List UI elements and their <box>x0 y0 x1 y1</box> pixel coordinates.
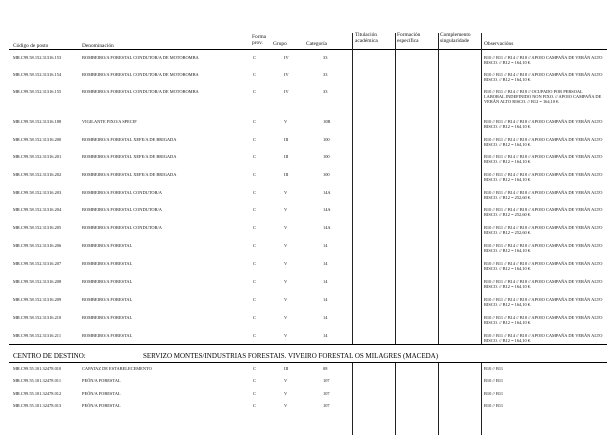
cell-code: MR.C99.58.152.31316.210 <box>13 315 62 320</box>
cell-grupo: V <box>284 315 288 320</box>
cell-forma: C <box>253 279 256 284</box>
cell-code: MR.C99.58.152.31316.211 <box>13 333 62 338</box>
cell-code: MR.C99.55.101.32478.010 <box>13 366 62 371</box>
cell-code: MR.C99.55.101.32478.011 <box>13 378 62 383</box>
cell-code: MR.C99.58.152.31316.200 <box>13 137 62 142</box>
cell-grupo: V <box>284 225 288 230</box>
column-separator <box>438 33 439 344</box>
cell-observacions: B10 // B11 // B14 // B18 // APOIO CAMPAÑA DE VERÁN ALTO RISCO. // B12 = 164,10 €. <box>484 315 603 325</box>
cell-code: MR.C99.58.152.31316.201 <box>13 154 62 159</box>
cell-code: MR.C99.58.152.31316.208 <box>13 279 62 284</box>
cell-categoria: 100 <box>323 154 330 159</box>
header-codigo: Código de posto <box>13 43 49 49</box>
cell-grupo: V <box>284 243 288 248</box>
cell-observacions: B10 // B11 // B14 // B18 // APOIO CAMPAÑA DE VERÁN ALTO RISCO. // B12 = 164,10 €. <box>484 55 603 65</box>
cell-code: MR.C99.58.152.31316.203 <box>13 190 62 195</box>
cell-grupo: V <box>284 279 288 284</box>
cell-categoria: 107 <box>323 403 330 408</box>
cell-categoria: 100 <box>323 137 330 142</box>
cell-code: MR.C99.58.152.31316.209 <box>13 297 62 302</box>
cell-denominacion: PEÓN/A FORESTAL <box>82 391 121 396</box>
cell-categoria: 107 <box>323 391 330 396</box>
cell-categoria: 08 <box>323 366 328 371</box>
cell-grupo: III <box>284 154 289 159</box>
cell-observacions: B10 // B11 // B14 // B18 // APOIO CAMPAÑA DE VERÁN ALTO RISCO. // B12 = 164,10 €. <box>484 333 603 343</box>
column-separator <box>481 363 482 435</box>
section-rule <box>9 344 607 345</box>
cell-categoria: 14 <box>323 243 328 248</box>
cell-denominacion: BOMBEIRO/A FORESTAL <box>82 333 133 338</box>
cell-code: MR.C99.58.152.31316.206 <box>13 243 62 248</box>
cell-categoria: 14 <box>323 315 328 320</box>
cell-forma: C <box>253 89 256 94</box>
cell-grupo: V <box>284 403 288 408</box>
section-rule <box>9 362 607 363</box>
cell-denominacion: PEÓN/A FORESTAL <box>82 378 121 383</box>
cell-code: MR.C99.55.101.32478.012 <box>13 391 62 396</box>
header-rule <box>9 49 607 50</box>
centro-destino-label: CENTRO DE DESTINO: <box>13 352 86 360</box>
cell-observacions: B10 // B11 // B14 // B18 // APOIO CAMPAÑA DE VERÁN ALTO RISCO. // B12 = 164,10 €. <box>484 297 603 307</box>
cell-forma: C <box>253 261 256 266</box>
cell-grupo: V <box>284 119 288 124</box>
cell-forma: C <box>253 391 256 396</box>
cell-observacions: B10 // B11 <box>484 378 504 383</box>
cell-observacions: B10 // B11 // B14 // B18 // APOIO CAMPAÑA DE VERÁN ALTO RISCO. // B12 = 164,10 €. <box>484 243 603 253</box>
cell-denominacion: PEÓN/A FORESTAL <box>82 403 121 408</box>
cell-denominacion: BOMBEIRO/A FORESTAL CONDUTOR/A <box>82 190 162 195</box>
column-separator <box>395 363 396 435</box>
cell-code: MR.C99.58.152.31316.204 <box>13 207 62 212</box>
cell-denominacion: BOMBEIRO/A FORESTAL <box>82 315 133 320</box>
cell-code: MR.C99.58.152.31316.202 <box>13 172 62 177</box>
cell-observacions: B10 // B11 // B14 // B18 // APOIO CAMPAÑA DE VERÁN ALTO RISCO. // B12 = 164,10 €. <box>484 119 603 129</box>
cell-forma: C <box>253 333 256 338</box>
cell-denominacion: VIGILANTE FIXO/A SPECIF <box>82 119 137 124</box>
cell-grupo: III <box>284 137 289 142</box>
cell-forma: C <box>253 225 256 230</box>
header-denominacion: Denominación <box>82 43 114 49</box>
cell-grupo: IV <box>284 72 289 77</box>
cell-grupo: V <box>284 190 288 195</box>
header-formacion: Formación específica <box>397 32 421 44</box>
cell-categoria: 14 <box>323 333 328 338</box>
cell-forma: C <box>253 119 256 124</box>
column-separator <box>352 363 353 435</box>
cell-forma: C <box>253 190 256 195</box>
cell-forma: C <box>253 72 256 77</box>
cell-grupo: III <box>284 172 289 177</box>
cell-observacions: B10 // B11 // B14 // B18 // APOIO CAMPAÑA DE VERÁN ALTO RISCO. // B12 = 252,60 €. <box>484 225 603 235</box>
cell-categoria: 14 <box>323 297 328 302</box>
header-observacions: Observacións <box>484 41 514 47</box>
cell-forma: C <box>253 297 256 302</box>
cell-grupo: V <box>284 261 288 266</box>
cell-code: MR.C99.58.152.31316.153 <box>13 55 62 60</box>
cell-categoria: 10B <box>323 119 331 124</box>
cell-grupo: IV <box>284 89 289 94</box>
cell-observacions: B10 // B11 <box>484 403 504 408</box>
cell-forma: C <box>253 172 256 177</box>
cell-denominacion: BOMBEIRO/A FORESTAL <box>82 261 133 266</box>
cell-forma: C <box>253 55 256 60</box>
cell-grupo: V <box>284 207 288 212</box>
cell-code: MR.C99.55.101.32478.013 <box>13 403 62 408</box>
cell-observacions: B10 // B11 <box>484 391 504 396</box>
cell-denominacion: BOMBEIRO/A FORESTAL XEFE/A DE BRIGADA <box>82 154 177 159</box>
column-separator <box>481 33 482 344</box>
cell-denominacion: BOMBEIRO/A FORESTAL XEFE/A DE BRIGADA <box>82 172 177 177</box>
cell-forma: C <box>253 154 256 159</box>
cell-observacions: B10 // B11 // B14 // B18 // APOIO CAMPAÑA DE VERÁN ALTO RISCO. // B12 = 164,10 €. <box>484 72 603 82</box>
cell-forma: C <box>253 137 256 142</box>
cell-denominacion: BOMBEIRO/A FORESTAL CONDUTOR/A DE MOTOBOMBA <box>82 55 199 60</box>
cell-grupo: V <box>284 333 288 338</box>
cell-code: MR.C99.58.152.31316.205 <box>13 225 62 230</box>
header-grupo: Grupo <box>273 41 287 47</box>
cell-forma: C <box>253 207 256 212</box>
cell-categoria: 14 <box>323 261 328 266</box>
cell-observacions: B10 // B11 // B14 // B18 // APOIO CAMPAÑA DE VERÁN ALTO RISCO. // B12 = 164,10 €. <box>484 154 603 164</box>
cell-code: MR.C99.58.152.31316.155 <box>13 89 62 94</box>
cell-denominacion: BOMBEIRO/A FORESTAL <box>82 243 133 248</box>
cell-observacions: B10 // B11 // B14 // B18 // APOIO CAMPAÑA DE VERÁN ALTO RISCO. // B12 = 164,10 €. <box>484 261 603 271</box>
cell-observacions: B10 // B11 // B14 // B18 // APOIO CAMPAÑA DE VERÁN ALTO RISCO. // B12 = 252,60 €. <box>484 207 603 217</box>
cell-forma: C <box>253 378 256 383</box>
cell-categoria: 33 <box>323 89 328 94</box>
cell-denominacion: BOMBEIRO/A FORESTAL <box>82 297 133 302</box>
cell-categoria: 100 <box>323 172 330 177</box>
cell-denominacion: CAPATAZ DE ESTABELECEMENTO <box>82 366 152 371</box>
cell-categoria: 14A <box>323 190 331 195</box>
cell-code: MR.C99.58.152.31316.154 <box>13 72 62 77</box>
cell-code: MR.C99.58.152.31316.188 <box>13 119 62 124</box>
cell-denominacion: BOMBEIRO/A FORESTAL CONDUTOR/A <box>82 207 162 212</box>
header-titulacion: Titulación académica <box>355 32 378 44</box>
cell-code: MR.C99.58.152.31316.207 <box>13 261 62 266</box>
cell-grupo: V <box>284 378 288 383</box>
cell-forma: C <box>253 243 256 248</box>
cell-categoria: 107 <box>323 378 330 383</box>
header-categoria: Categoría <box>306 41 327 47</box>
cell-observacions: B10 // B11 // B14 // B18 // APOIO CAMPAÑA DE VERÁN ALTO RISCO. // B12 = 164,10 €. <box>484 279 603 289</box>
cell-observacions: B10 // B11 // B14 // B18 // APOIO CAMPAÑA DE VERÁN ALTO RISCO. // B12 = 164,10 €. <box>484 172 603 182</box>
cell-categoria: 14 <box>323 279 328 284</box>
cell-grupo: III <box>284 366 289 371</box>
cell-grupo: V <box>284 297 288 302</box>
cell-observacions: B10 // B11 // B14 // B18 // OCUPADO POR PERSOAL LABORAL INDEFINIDO NON FIXO. // APOIO CAMPAÑA DE VERÁN ALTO RISCO. // B12 = 164,10 €. <box>484 89 602 104</box>
cell-denominacion: BOMBEIRO/A FORESTAL CONDUTOR/A <box>82 225 162 230</box>
cell-observacions: B10 // B11 // B14 // B18 // APOIO CAMPAÑA DE VERÁN ALTO RISCO. // B12 = 252,60 €. <box>484 190 603 200</box>
header-complemento: Complemento singularidade <box>440 32 471 44</box>
cell-categoria: 14A <box>323 207 331 212</box>
cell-forma: C <box>253 315 256 320</box>
cell-grupo: V <box>284 391 288 396</box>
cell-categoria: 14A <box>323 225 331 230</box>
header-forma: Forma prov. <box>252 34 267 46</box>
cell-denominacion: BOMBEIRO/A FORESTAL <box>82 279 133 284</box>
cell-categoria: 33 <box>323 55 328 60</box>
centro-destino-value: SERVIZO MONTES/INDUSTRIAS FORESTAIS. VIVEIRO FORESTAL OS MILAGRES (MACEDA) <box>143 352 439 360</box>
column-separator <box>438 363 439 435</box>
cell-denominacion: BOMBEIRO/A FORESTAL CONDUTOR/A DE MOTOBOMBA <box>82 72 199 77</box>
column-separator <box>395 33 396 344</box>
cell-forma: C <box>253 366 256 371</box>
cell-forma: C <box>253 403 256 408</box>
cell-observacions: B10 // B11 // B14 // B18 // APOIO CAMPAÑA DE VERÁN ALTO RISCO. // B12 = 164,10 €. <box>484 137 603 147</box>
cell-denominacion: BOMBEIRO/A FORESTAL XEFE/A DE BRIGADA <box>82 137 177 142</box>
cell-categoria: 33 <box>323 72 328 77</box>
cell-observacions: B10 // B11 <box>484 366 504 371</box>
cell-denominacion: BOMBEIRO/A FORESTAL CONDUTOR/A DE MOTOBOMBA <box>82 89 199 94</box>
column-separator <box>352 33 353 344</box>
cell-grupo: IV <box>284 55 289 60</box>
